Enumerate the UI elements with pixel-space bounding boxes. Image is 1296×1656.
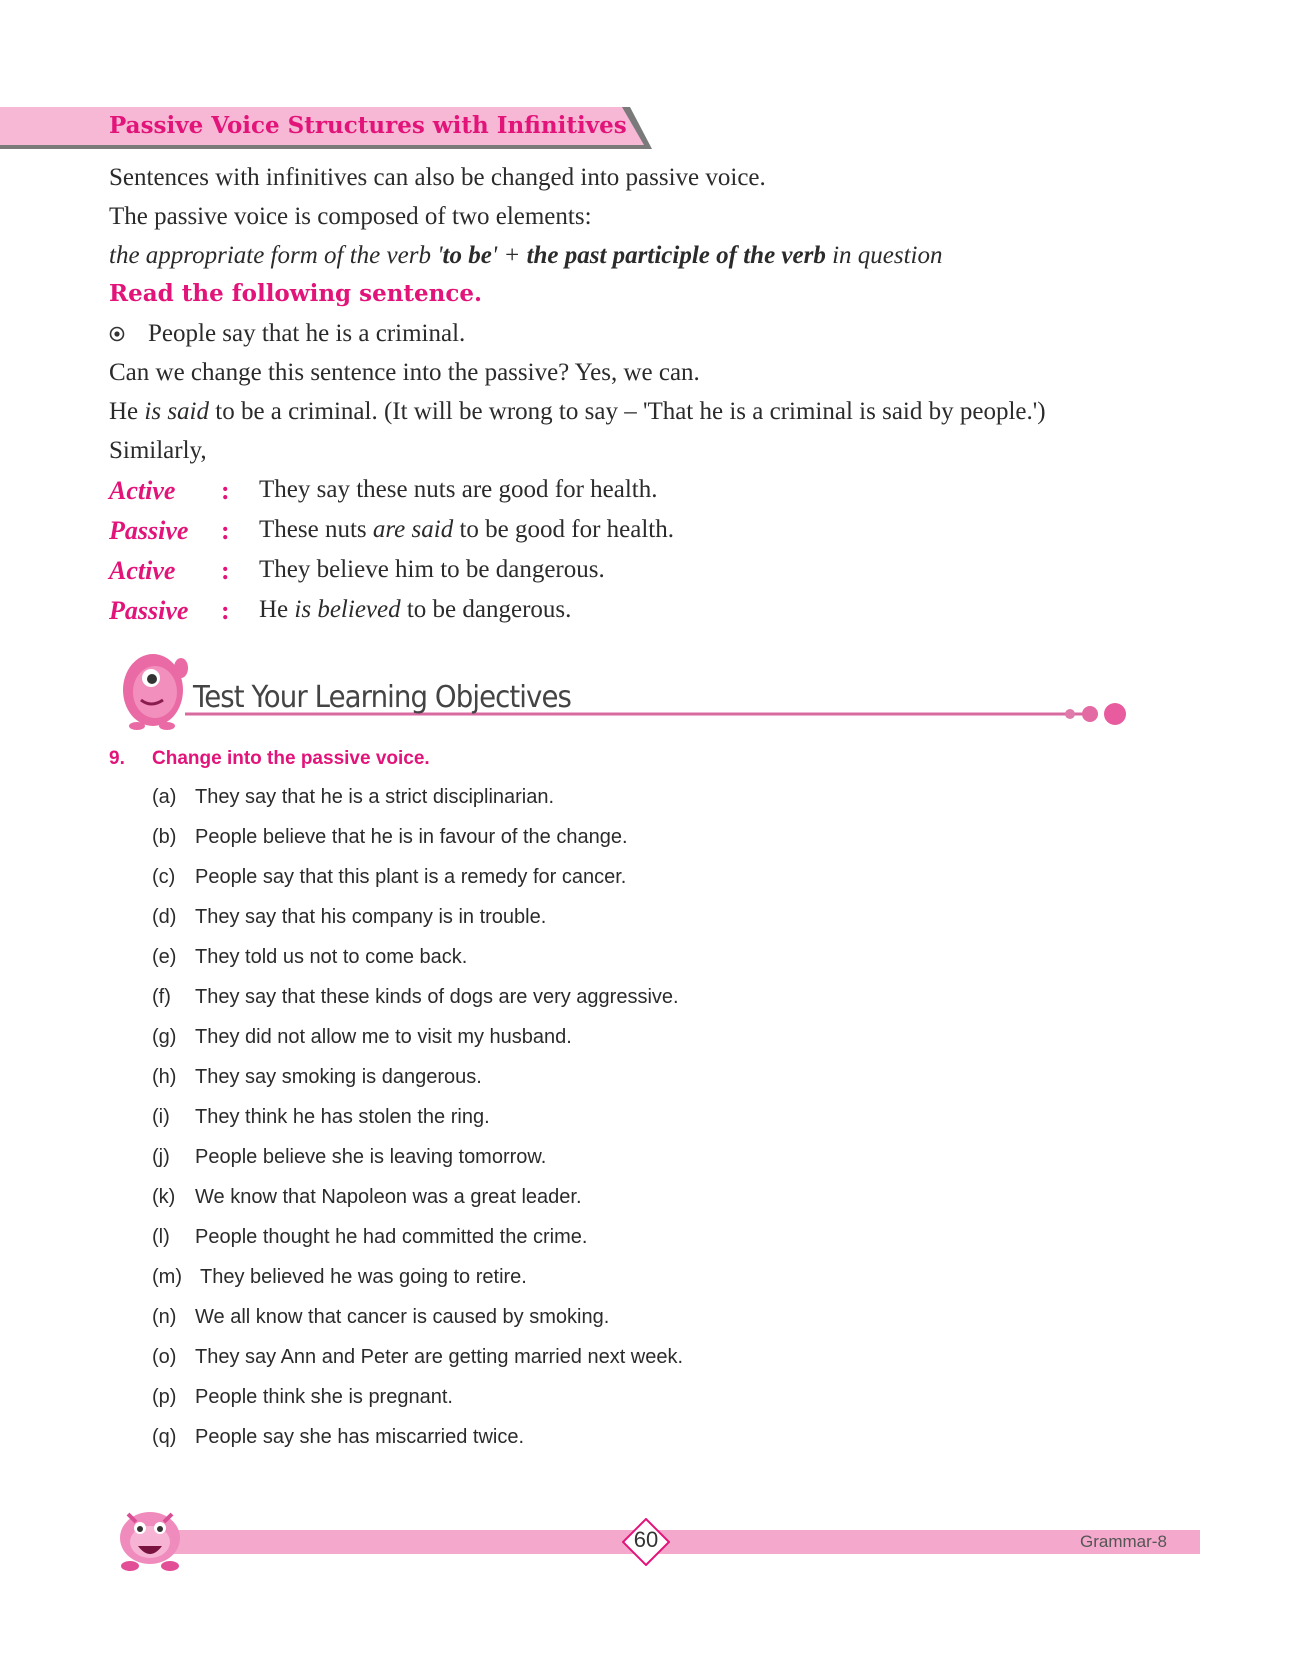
example-colon: : — [221, 516, 230, 545]
item-letter: (h) — [152, 1066, 177, 1088]
item-letter: (b) — [152, 826, 177, 848]
exercise-heading — [109, 748, 430, 770]
formula-line — [109, 242, 943, 270]
example-colon: : — [221, 476, 230, 505]
answer-part-1: He — [109, 398, 145, 425]
answer-part-2: to be a criminal. (It will be wrong to say – 'That he is a criminal is said by people.') — [209, 398, 1046, 425]
exercise-number: 9. — [109, 748, 125, 769]
example-text — [259, 516, 674, 544]
example-before: He — [259, 596, 295, 623]
example-italic: is believed — [294, 596, 401, 623]
example-italic: are said — [372, 516, 454, 543]
similarly-line: Similarly, — [109, 437, 207, 464]
example-text — [259, 596, 571, 624]
section-title: Passive Voice Structures with Infinitives — [109, 112, 627, 139]
item-letter: (a) — [152, 786, 177, 808]
intro-line-1: Sentences with infinitives can also be changed into passive voice. — [109, 164, 766, 191]
item-letter: (o) — [152, 1346, 177, 1368]
mascot-icon — [123, 654, 188, 730]
page-number: 60 — [633, 1527, 659, 1552]
item-text: People think she is pregnant. — [195, 1386, 453, 1408]
item-letter: (k) — [152, 1186, 176, 1208]
example-label: Active — [109, 556, 176, 585]
item-text: They believed he was going to retire. — [200, 1266, 527, 1288]
item-text: We know that Napoleon was a great leader. — [195, 1186, 582, 1208]
question-line: Can we change this sentence into the passive? Yes, we can. — [109, 359, 700, 386]
item-letter: (i) — [152, 1106, 170, 1128]
item-letter: (d) — [152, 906, 177, 928]
example-before: They say these nuts are good for health. — [259, 476, 658, 503]
example-before: They believe him to be dangerous. — [259, 556, 605, 583]
test-objectives-title: Test Your Learning Objectives — [193, 680, 571, 715]
item-text: People say that this plant is a remedy for cancer. — [195, 866, 627, 888]
read-heading: Read the following sentence. — [109, 280, 483, 307]
item-text: People thought he had committed the crime. — [195, 1226, 588, 1248]
item-letter: (e) — [152, 946, 177, 968]
book-label: Grammar-8 — [1080, 1532, 1167, 1551]
item-letter: (n) — [152, 1306, 177, 1328]
item-text: We all know that cancer is caused by smoking. — [195, 1306, 610, 1328]
formula-bold-2: the past participle of the verb — [526, 242, 826, 269]
answer-italic: is said — [144, 398, 210, 425]
item-text: They told us not to come back. — [195, 946, 468, 968]
formula-bold-1: to be — [442, 242, 492, 269]
example-label: Active — [109, 476, 176, 505]
answer-line — [109, 398, 1046, 426]
item-letter: (l) — [152, 1226, 170, 1248]
item-letter: (p) — [152, 1386, 177, 1408]
item-letter: (q) — [152, 1426, 177, 1448]
item-text: They think he has stolen the ring. — [195, 1106, 490, 1128]
item-text: People believe that he is in favour of the change. — [195, 826, 628, 848]
example-after: to be dangerous. — [400, 596, 572, 623]
item-letter: (j) — [152, 1146, 170, 1168]
example-colon: : — [221, 596, 230, 625]
footer-mascot-icon — [110, 1500, 190, 1572]
item-text: They say that his company is in trouble. — [195, 906, 547, 928]
formula-part-3: in question — [825, 242, 943, 269]
example-label: Passive — [109, 596, 189, 625]
bullet-sentence: People say that he is a criminal. — [148, 320, 466, 347]
item-letter: (c) — [152, 866, 176, 888]
example-text — [259, 556, 605, 584]
item-text: They say smoking is dangerous. — [195, 1066, 482, 1088]
example-after: to be good for health. — [453, 516, 674, 543]
item-text: They say Ann and Peter are getting married next week. — [195, 1346, 684, 1368]
example-text — [259, 476, 658, 504]
item-letter: (f) — [152, 986, 171, 1008]
item-text: They say that these kinds of dogs are very aggressive. — [195, 986, 679, 1008]
formula-part-2: ' + — [491, 242, 527, 269]
footer-band — [170, 1530, 1200, 1554]
exercise-instruction: Change into the passive voice. — [152, 748, 430, 769]
item-text: They say that he is a strict disciplinarian. — [195, 786, 555, 808]
intro-line-2: The passive voice is composed of two elements: — [109, 203, 592, 230]
bullet-circle-icon — [109, 326, 125, 342]
item-text: People say she has miscarried twice. — [195, 1426, 525, 1448]
formula-part-1: the appropriate form of the verb ' — [109, 242, 443, 269]
item-letter: (g) — [152, 1026, 177, 1048]
item-text: People believe she is leaving tomorrow. — [195, 1146, 547, 1168]
item-text: They did not allow me to visit my husband. — [195, 1026, 572, 1048]
item-letter: (m) — [152, 1266, 182, 1288]
example-before: These nuts — [259, 516, 373, 543]
example-label: Passive — [109, 516, 189, 545]
example-colon: : — [221, 556, 230, 585]
